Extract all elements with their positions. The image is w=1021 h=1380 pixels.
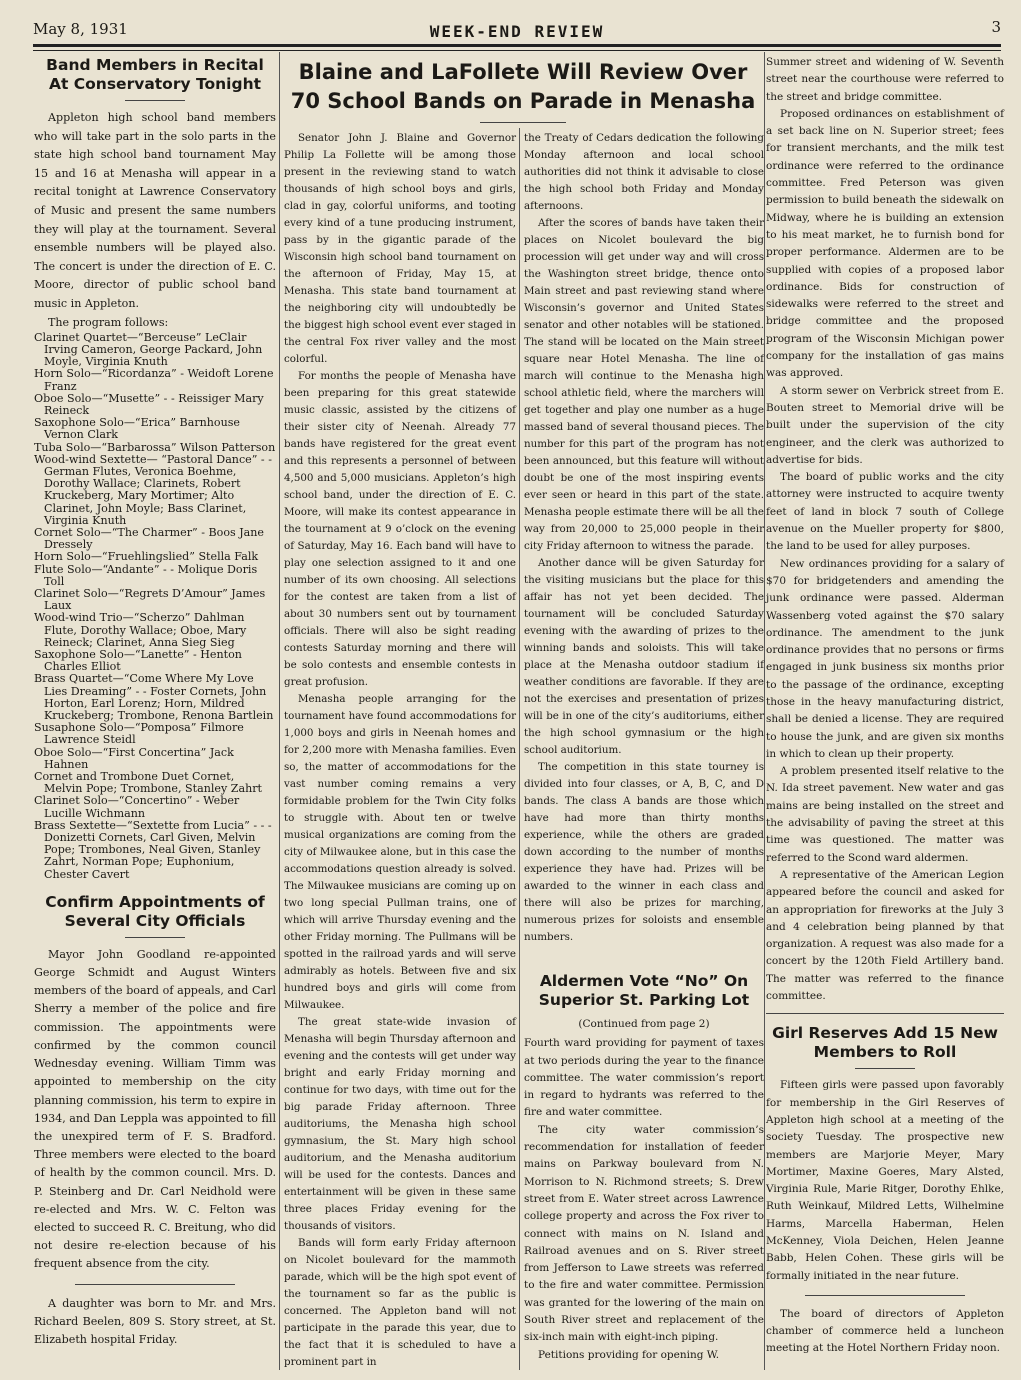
program-item: Oboe Solo—“Musette” - - Reissiger Mary Reineck	[34, 391, 264, 417]
column-divider	[519, 128, 520, 1370]
parade-headline: Blaine and LaFollete Will Review Over 70 School Bands on Parade in Menasha	[290, 60, 756, 113]
parade-paragraph: After the scores of bands have taken their places on Nicolet boulevard the big procession will get under way and will cross the Washington street bridge, thence onto Main street and past reviewing stand where Wisconsin’s governor and United States senator and other notables will be stationed. The stand will be located on the Main street square near Hotel Menasha. The line of march will continue to the Menasha high school athletic field, where the marchers will get together and play one number as a huge massed band of several thousand pieces. The number for this part of the program has not been announced, but this feature will without doubt be one of the most inspiring events ever seen or heard in this part of the state. Menasha people estimate there will be all the way from 20,000 to 25,000 people in their city Friday afternoon to witness the parade.	[524, 217, 764, 552]
parade-paragraph: Senator John J. Blaine and Governor Philip La Follette will be among those present in the reviewing stand to watch thousands of high school boys and girls, clad in gay, colorful uniforms, and tooting every kind of a tune producing instrument, pass by in the gigantic parade of the Wisconsin high school band tournament on the afternoon of Friday, May 15, at Menasha. This state band tournament at the neighboring city will undoubtedly be the biggest high school event ever staged in the central Fox river valley and the most colorful.	[284, 132, 516, 365]
section-rule	[766, 1013, 1004, 1014]
column-1	[34, 54, 276, 1349]
girl-reserves-body: Fifteen girls were passed upon favorably for membership in the Girl Reserves of Appleton high school at a meeting of the society Tuesday. The prospective new members are Marjorie Meyer, Mary Mortimer, Maxine Goeres, Mary Alsted, Virginia Rule, Marie Ritger, Dorothy Ehlke, Ruth Weinkauf, Mildred Letts, Wilhelmine Harms, Marcella Haberman, Helen McKenney, Viola Deichen, Helen Jeanne Babb, Helen Cohen. These girls will be formally initiated in the near future.	[766, 1079, 1004, 1282]
program-item: Brass Sextette—“Sextette from Lucia” - - - Donizetti Cornets, Carl Given, Melvin Pope; Trombones, Neal Given, Stanley Zahrt, Norman Pope; Euphonium, Chester Cavert	[34, 818, 272, 881]
parade-paragraph: Menasha people arranging for the tournament have found accommodations for 1,000 boys and girls in Neenah homes and for 2,200 more with Menasha families. Even so, the matter of accommodations for the vast number coming remains a very formidable problem for the Twin City folks to struggle with. About ten or twelve musical organizations are coming from the city of Milwaukee alone, but in this case the accommodations question already is solved. The Milwaukee musicians are coming up on two long special Pullman trains, one of which will arrive Thursday evening and the other Friday morning. The Pullmans will be spotted in the railroad yards and will serve admirably as hotels. Between five and six hundred boys and girls will come from Milwaukee.	[284, 693, 516, 1011]
aldermen-paragraph: Petitions providing for opening W.	[538, 1348, 720, 1361]
parade-paragraph: Another dance will be given Saturday for the visiting musicians but the place for this affair has not yet been decided. The tournament will be concluded Saturday evening with the awarding of prizes to the winning bands and soloists. This will take place at the Menasha outdoor stadium if weather conditions are favorable. If they are not the exercises and presentation of prizes will be in one of the city’s auditoriums, either the high school gymnasium or the high school auditorium.	[524, 557, 764, 756]
aldermen-paragraph: Fourth ward providing for payment of taxes at two periods during the year to the finance committee. The water commission’s report in regard to hydrants was referred to the fire and water committee.	[524, 1037, 764, 1119]
birth-note: A daughter was born to Mr. and Mrs. Richard Beelen, 809 S. Story street, at St. Elizabeth hospital Friday.	[34, 1296, 276, 1346]
parade-paragraph: The competition in this state tourney is divided into four classes, or A, B, C, and D bands. The class A bands are those which have had more than thirty months experience, while the others are graded down according to the number of months experience they have had. Prizes will be awarded to the winner in each class and there will also be prizes for marching, numerous prizes for soloists and ensemble numbers.	[524, 761, 764, 943]
program-item: Wood-wind Trio—“Scherzo” Dahlman Flute, Dorothy Wallace; Oboe, Mary Reineck; Clarinet, Anna Sieg Sieg	[34, 611, 247, 649]
program-item: Flute Solo—“Andante” - - Molique Doris Toll	[34, 562, 258, 588]
headline-rule	[855, 1068, 915, 1069]
parade-paragraph: The great state-wide invasion of Menasha will begin Thursday afternoon and evening and the contests will get under way bright and early Friday morning and continue for two days, with time out for the big parade Friday afternoon. Three auditoriums, the Menasha high school gymnasium, the St. Mary high school auditorium, and the Menasha auditorium will be used for the contests. Dances and entertainment will be given in these same three places Friday evening for the thousands of visitors.	[284, 1016, 516, 1232]
headline-rule	[480, 122, 566, 123]
aldermen-paragraph: A problem presented itself relative to the N. Ida street pavement. New water and gas mains are being installed on the street and the advisability of paving the street at this time was questioned. The matter was referred to the Scond ward aldermen.	[766, 765, 1004, 864]
aldermen-paragraph: The board of public works and the city attorney were instructed to acquire twenty feet of land in block 7 south of College avenue on the Mueller property for $800, the land to be used for alley purposes.	[766, 471, 1004, 553]
parade-column-2	[284, 130, 516, 1371]
issue-date: May 8, 1931	[33, 20, 128, 38]
publication-title: WEEK-END REVIEW	[429, 22, 605, 41]
band-recital-intro: Appleton high school band members who will take part in the solo parts in the state high school band tournament May 15 and 16 at Menasha will appear in a recital tonight at Lawrence Conservatory of Music and present the same numbers they will play at the tournament. Several ensemble numbers will be played also. The concert is under the direction of E. C. Moore, director of public school band music in Appleton.	[34, 111, 276, 310]
headline-rule	[125, 937, 185, 938]
continued-note: (Continued from page 2)	[578, 1018, 710, 1030]
appointments-body: Mayor John Goodland re-appointed George Schmidt and August Winters members of the board of appeals, and Carl Sherry a member of the police and fire commission. The appointments were confirmed by the common council Wednesday evening. William Timm was appointed to membership on the city planning commission, his term to expire in 1934, and Dan Leppla was appointed to fill the unexpired term of F. S. Bradford. Three members were elected to the board of health by the common council. Mrs. D. P. Steinberg and Dr. Carl Neidhold were re-elected and Mrs. W. C. Felton was elected to succeed R. C. Breitung, who did not desire re-election because of his frequent absence from the city.	[34, 947, 277, 1271]
column-divider	[279, 52, 280, 1370]
parade-paragraph: For months the people of Menasha have been preparing for this great statewide music classic, assisted by the citizens of their sister city of Neenah. Already 77 bands have registered for the great event and this represents a personnel of between 4,500 and 5,000 musicians. Appleton’s high school band, under the direction of E. C. Moore, will make its contest appearance in the tournament at 9 o’clock on the evening of Saturday, May 16. Each band will have to play one selection assigned to it and one number of its own choosing. All selections for the contest are taken from a list of about 30 numbers sent out by tournament officials. There will also be sight reading contests Saturday morning and there will be solo contests and ensemble contests in great profusion.	[284, 370, 516, 688]
aldermen-paragraph: New ordinances providing for a salary of $70 for bridgetenders and amending the junk ordinance were passed. Alderman Wassenberg voted against the $70 salary ordinance. The amendment to the junk ordinance provides that no persons or firms engaged in junk business six months prior to the passage of the ordinance, excepting those in the heavy manufacturing district, shall be denied a license. They are required to house the junk, and are given six months in which to clean up their property.	[766, 557, 1004, 760]
program-item: Saxophone Solo—“Erica” Barnhouse Vernon Clark	[34, 416, 240, 442]
program-item: Oboe Solo—“First Concertina” Jack Hahnen	[34, 745, 234, 771]
girl-reserves-headline: Girl Reserves Add 15 New Members to Roll	[772, 1024, 998, 1062]
parade-paragraph: the Treaty of Cedars dedication the following Monday afternoon and local school authorities did not think it advisable to close the high school both Friday and Monday afternoons.	[524, 132, 764, 212]
program-item: Horn Solo—“Ricordanza” - Weidoft Lorene Franz	[34, 367, 274, 393]
program-item: Horn Solo—“Fruehlingslied” Stella Falk	[34, 550, 259, 564]
program-item: Brass Quartet—“Come Where My Love Lies Dreaming” - - Foster Cornets, John Horton, Earl Lorenz; Horn, Mildred Kruckeberg; Trombone, Renona Bartlein	[34, 672, 274, 723]
appointments-headline: Confirm Appointments of Several City Officials	[45, 892, 265, 930]
program-item: Susaphone Solo—“Pomposa” Filmore Lawrence Steidl	[34, 721, 244, 747]
program-item: Cornet Solo—“The Charmer” - Boos Jane Dressely	[34, 525, 264, 552]
column-4	[766, 54, 1004, 1358]
aldermen-article	[524, 970, 764, 1364]
aldermen-paragraph: Summer street and widening of W. Seventh street near the courthouse were referred to the street and bridge committee.	[766, 56, 1004, 103]
program-item: Clarinet Quartet—“Berceuse” LeClair Irving Cameron, George Packard, John Moyle, Virginia Knuth	[34, 330, 263, 369]
parade-paragraph: Bands will form early Friday afternoon on Nicolet boulevard for the mammoth parade, which will be the high spot event of the tournament so far as the public is concerned. The Appleton band will not participate in the parade this year, due to the fact that it is scheduled to have a prominent part in	[284, 1237, 516, 1368]
section-separator	[805, 1295, 965, 1296]
program-item: Wood-wind Sextette— “Pastoral Dance” - - German Flutes, Veronica Boehme, Dorothy Wallace; Clarinets, Robert Kruckeberg, Mary Mortimer; Alto Clarinet, John Moyle; Bass Clarinet, Virginia Knuth	[34, 452, 272, 527]
aldermen-paragraph: The city water commission’s recommendation for installation of feeder mains on Parkway boulevard from N. Morrison to N. Richmond streets; S. Drew street from E. Water street across Lawrence college property and across the Fox river to connect with mains on N. Island and Railroad avenues and on S. River street from Jefferson to Lawe streets was referred to the fire and water committee. Permission was granted for the lowering of the main on South River street and replacement of the six-inch main with eight-inch piping.	[524, 1123, 764, 1344]
program-item: Clarinet Solo—“Regrets D’Amour” James Laux	[34, 587, 266, 613]
headline-rule	[125, 100, 185, 101]
section-separator	[75, 1284, 235, 1285]
page-number: 3	[991, 18, 1001, 36]
program-item: Saxophone Solo—“Lanette” - Henton Charles Elliot	[34, 648, 242, 674]
aldermen-paragraph: Proposed ordinances on establishment of a set back line on N. Superior street; fees for transient merchants, and the milk test ordinance were referred to the ordinance committee. Fred Peterson was given permission to build beneath the sidewalk on Midway, where he is building an extension to his meat market, he to furnish bond for proper performance. Aldermen are to be supplied with copies of a proposed labor ordinance. Bids for construction of sidewalks were referred to the street and bridge committee and the proposed program of the Wisconsin Michigan power company for the installation of gas mains was approved.	[766, 107, 1004, 380]
aldermen-paragraph: A storm sewer on Verbrick street from E. Bouten street to Memorial drive will be built under the supervision of the city engineer, and the clerk was authorized to advertise for bids.	[766, 384, 1004, 466]
program-list	[34, 332, 276, 881]
masthead	[33, 18, 1001, 44]
band-recital-headline: Band Members in Recital At Conservatory Tonight	[46, 56, 264, 93]
parade-column-3	[524, 130, 764, 946]
column-divider	[764, 52, 765, 1370]
chamber-note: The board of directors of Appleton chamber of commerce held a luncheon meeting at the Hotel Northern Friday noon.	[766, 1307, 1004, 1355]
masthead-rule	[33, 44, 1001, 47]
program-item: Clarinet Solo—“Concertino” - Weber Lucille Wichmann	[34, 794, 240, 820]
aldermen-paragraph: A representative of the American Legion appeared before the council and asked for an appropriation for fireworks at the July 3 and 4 celebration being planned by that organization. A request was also made for a concert by the 120th Field Artillery band. The matter was referred to the finance committee.	[766, 868, 1004, 1003]
program-item: Cornet and Trombone Duet Cornet, Melvin Pope; Trombone, Stanley Zahrt	[34, 770, 262, 796]
program-title: The program follows:	[48, 315, 169, 329]
program-item: Tuba Solo—“Barbarossa” Wilson Patterson	[34, 440, 276, 454]
masthead-rule-thin	[33, 50, 1001, 51]
aldermen-headline: Aldermen Vote “No” On Superior St. Parking Lot	[538, 972, 750, 1009]
